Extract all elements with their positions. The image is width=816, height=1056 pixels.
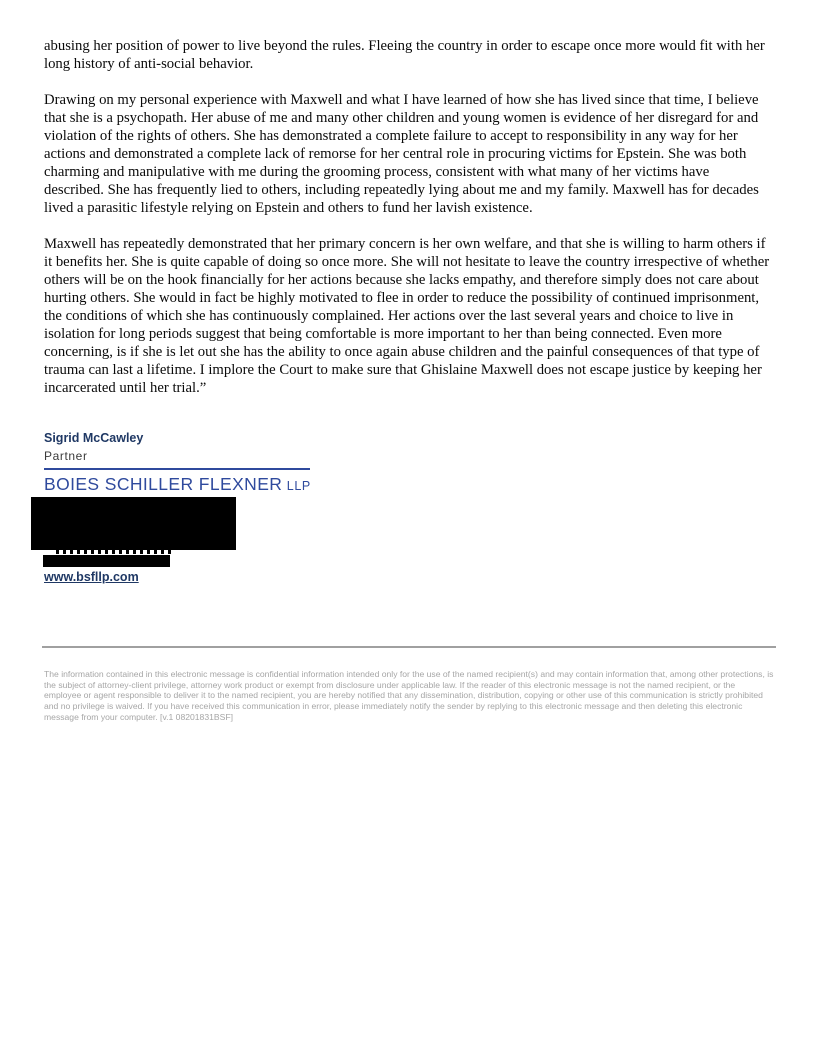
signer-name: Sigrid McCawley — [44, 431, 144, 445]
redacted-email-block — [43, 555, 170, 567]
firm-suffix: LLP — [286, 479, 311, 493]
body-paragraph-3: Maxwell has repeatedly demonstrated that her primary concern is her own welfare, and that she is willing to harm others if it benefits her. She is quite capable of doing so once more. She will not hesitate to leave the country irrespective of whether others will be on the hook financially for her actions because she lacks empathy, and therefore simply does not care about hurting others. She would in fact be highly motivated to flee in order to reduce the possibility of continued imprisonment, the conditions of which she has continuously complained. Her actions over the last several years and choice to live in isolation for long periods suggest that being comfortable is more important to her than being connected. Even more concerning, is if she is let out she has the ability to once again abuse children and the painful consequences of that type of trauma can last a lifetime. I implore the Court to make sure that Ghislaine Maxwell does not escape justice by keeping her incarcerated until her trial.” — [44, 236, 770, 396]
footer-divider — [42, 646, 776, 648]
signer-title: Partner — [44, 449, 88, 463]
body-paragraph-2: Drawing on my personal experience with Maxwell and what I have learned of how she has lived since that time, I believe that she is a psychopath. Her abuse of me and many other children and young women is evidence of her disregard for and violation of the rights of others. She has demonstrated a complete failure to accept to responsibility in any way for her actions and demonstrated a complete lack of remorse for her central role in procuring victims for Epstein. She was both charming and manipulative with me during the grooming process, consistent with what many of her victims have described. She has frequently lied to others, including repeatedly lying about me and my family. Maxwell has for decades lived a parasitic lifestyle relying on Epstein and others to fund her lavish existence. — [44, 92, 759, 216]
firm-website-link[interactable]: www.bsfllp.com — [44, 570, 139, 584]
signature-block — [44, 431, 770, 586]
firm-name: BOIES SCHILLER FLEXNER — [44, 474, 283, 494]
letter-body — [44, 37, 770, 397]
redacted-phone-fragment — [56, 550, 174, 554]
signature-divider — [44, 468, 310, 470]
confidentiality-disclaimer: The information contained in this electronic message is confidential information intended only for the use of the named recipient(s) and may contain information that, among other protections, is the subject of attorney-client privilege, attorney work product or exempt from disclosure under applicable law. If the reader of this electronic message is not the named recipient, or the employee or agent responsible to deliver it to the named recipient, you are hereby notified that any dissemination, distribution, copying or other use of this communication is strictly prohibited and no privilege is waived. If you have received this communication in error, please immediately notify the sender by replying to this electronic message and then deleting this electronic message from your computer. [v.1 08201831BSF] — [44, 669, 774, 722]
body-paragraph-1: abusing her position of power to live beyond the rules. Fleeing the country in order to escape once more would fit with her long history of anti-social behavior. — [44, 38, 765, 72]
redacted-address-block — [31, 497, 236, 550]
firm-logo — [44, 474, 770, 495]
